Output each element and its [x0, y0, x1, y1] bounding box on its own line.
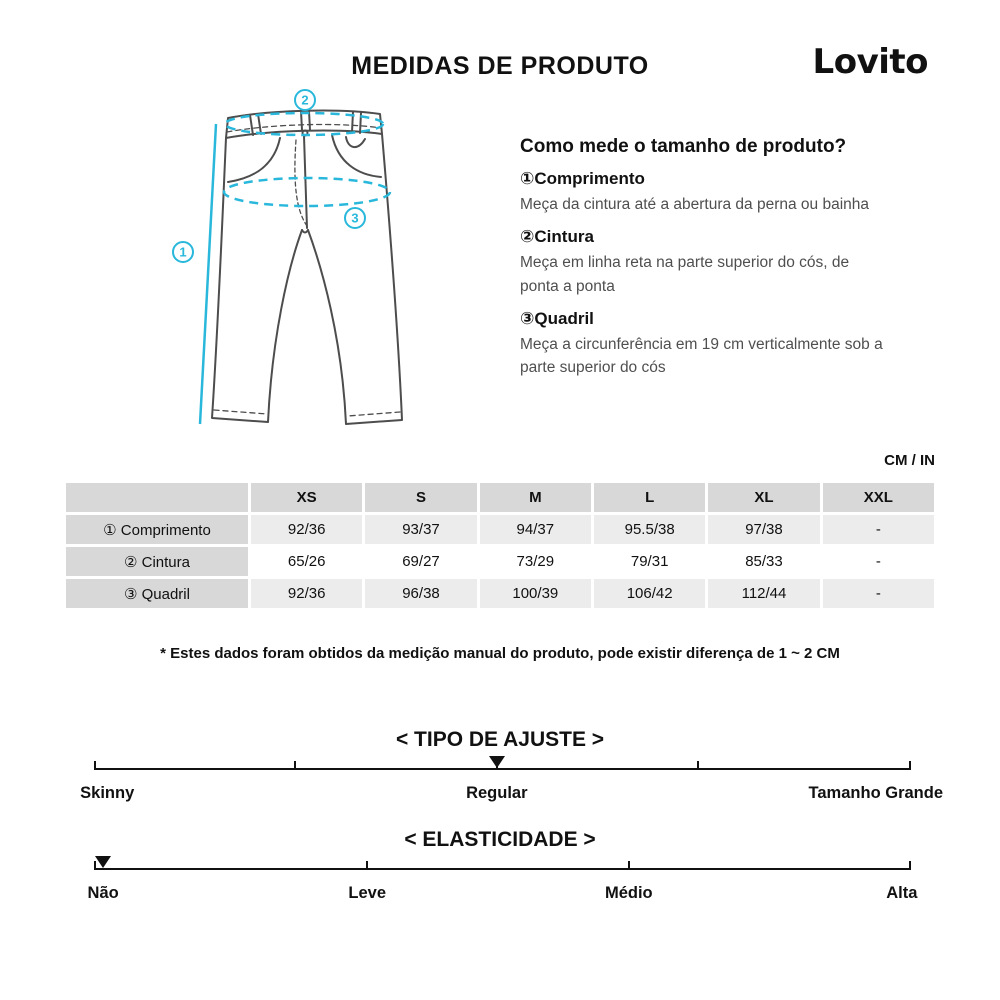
size-cell: 94/37: [480, 515, 591, 544]
fit-scale-title: < TIPO DE AJUSTE >: [395, 728, 605, 751]
size-cell: 65/26: [251, 547, 362, 576]
size-cell: 69/27: [365, 547, 476, 576]
size-cell: 73/29: [480, 547, 591, 576]
fit-scale-line: [95, 768, 910, 770]
col-header-xs: XS: [251, 483, 362, 512]
page-title: MEDIDAS DE PRODUTO: [351, 52, 649, 80]
size-cell: 92/36: [251, 515, 362, 544]
guide-item-desc: Meça a circunferência em 19 cm verticalmente sob a parte superior do cós: [520, 335, 883, 376]
scale-label-leve: Leve: [348, 884, 387, 902]
measure-overlays: [200, 113, 390, 424]
guide-item-quadril: [520, 309, 892, 380]
scale-tick: [366, 861, 368, 870]
footnote: * Estes dados foram obtidos da medição manual do produto, pode existir diferença de 1 ~ 2 CM: [160, 645, 840, 662]
scale-label-medio: Médio: [604, 884, 653, 902]
callout-length: [173, 242, 193, 262]
callout-hip-number: 3: [351, 210, 359, 226]
pants-diagram: [150, 88, 470, 443]
brand-logo: Lovito: [812, 42, 928, 82]
elasticity-scale-line: [95, 868, 910, 870]
size-cell: 93/37: [365, 515, 476, 544]
scale-tick: [94, 761, 96, 770]
diagram-callouts: [173, 90, 365, 262]
col-header-m: M: [480, 483, 591, 512]
size-cell: -: [823, 515, 934, 544]
row-label: ① Comprimento: [66, 515, 248, 544]
elasticity-scale-labels: [87, 884, 918, 906]
guide-item-desc: Meça da cintura até a abertura da perna ou bainha: [520, 196, 869, 213]
scale-label-skinny: Skinny: [80, 784, 135, 802]
size-cell: 100/39: [480, 579, 591, 608]
col-header-xl: XL: [708, 483, 819, 512]
fit-scale-marker: [489, 756, 505, 768]
guide-item-cintura: [520, 227, 892, 298]
size-cell: 112/44: [708, 579, 819, 608]
guide-item-heading: ③Quadril: [520, 308, 594, 328]
guide-item-desc: Meça em linha reta na parte superior do cós, de ponta a ponta: [520, 254, 850, 295]
scale-label-regular: Regular: [466, 784, 528, 802]
fit-scale-labels: [80, 784, 943, 806]
table-header-row: [66, 483, 934, 512]
size-cell: 97/38: [708, 515, 819, 544]
col-header-l: L: [594, 483, 705, 512]
scale-tick: [294, 761, 296, 770]
size-table: [63, 480, 937, 611]
col-header-s: S: [365, 483, 476, 512]
measurement-guide: [520, 136, 892, 379]
size-cell: -: [823, 547, 934, 576]
size-cell: 79/31: [594, 547, 705, 576]
scale-label-nao: Não: [87, 884, 119, 902]
size-cell: 96/38: [365, 579, 476, 608]
unit-label: CM / IN: [884, 452, 935, 469]
elasticity-scale-marker: [95, 856, 111, 868]
size-cell: -: [823, 579, 934, 608]
size-cell: 95.5/38: [594, 515, 705, 544]
scale-label-alta: Alta: [886, 884, 918, 902]
scale-tick: [628, 861, 630, 870]
size-cell: 85/33: [708, 547, 819, 576]
elasticity-scale-title: < ELASTICIDADE >: [404, 828, 596, 851]
col-header-xxl: XXL: [823, 483, 934, 512]
row-label: ③ Quadril: [66, 579, 248, 608]
callout-waist-number: 2: [301, 92, 309, 108]
scale-tick: [909, 861, 911, 870]
size-cell: 92/36: [251, 579, 362, 608]
callout-length-number: 1: [179, 244, 187, 260]
scale-tick: [909, 761, 911, 770]
pants-illustration: [150, 88, 470, 443]
size-cell: 106/42: [594, 579, 705, 608]
table-row-comprimento: [66, 515, 934, 544]
row-label: ② Cintura: [66, 547, 248, 576]
table-corner-cell: [66, 483, 248, 512]
table-row-quadril: [66, 579, 934, 608]
guide-item-heading: ②Cintura: [520, 227, 594, 247]
table-row-cintura: [66, 547, 934, 576]
scale-label-tamanho-grande: Tamanho Grande: [808, 784, 943, 802]
guide-item-comprimento: [520, 169, 892, 216]
guide-heading: Como mede o tamanho de produto?: [520, 136, 847, 157]
pants-outline: [212, 111, 402, 424]
callout-waist: [295, 90, 315, 110]
callout-hip: [345, 208, 365, 228]
scale-tick: [697, 761, 699, 770]
guide-item-heading: ①Comprimento: [520, 169, 645, 188]
